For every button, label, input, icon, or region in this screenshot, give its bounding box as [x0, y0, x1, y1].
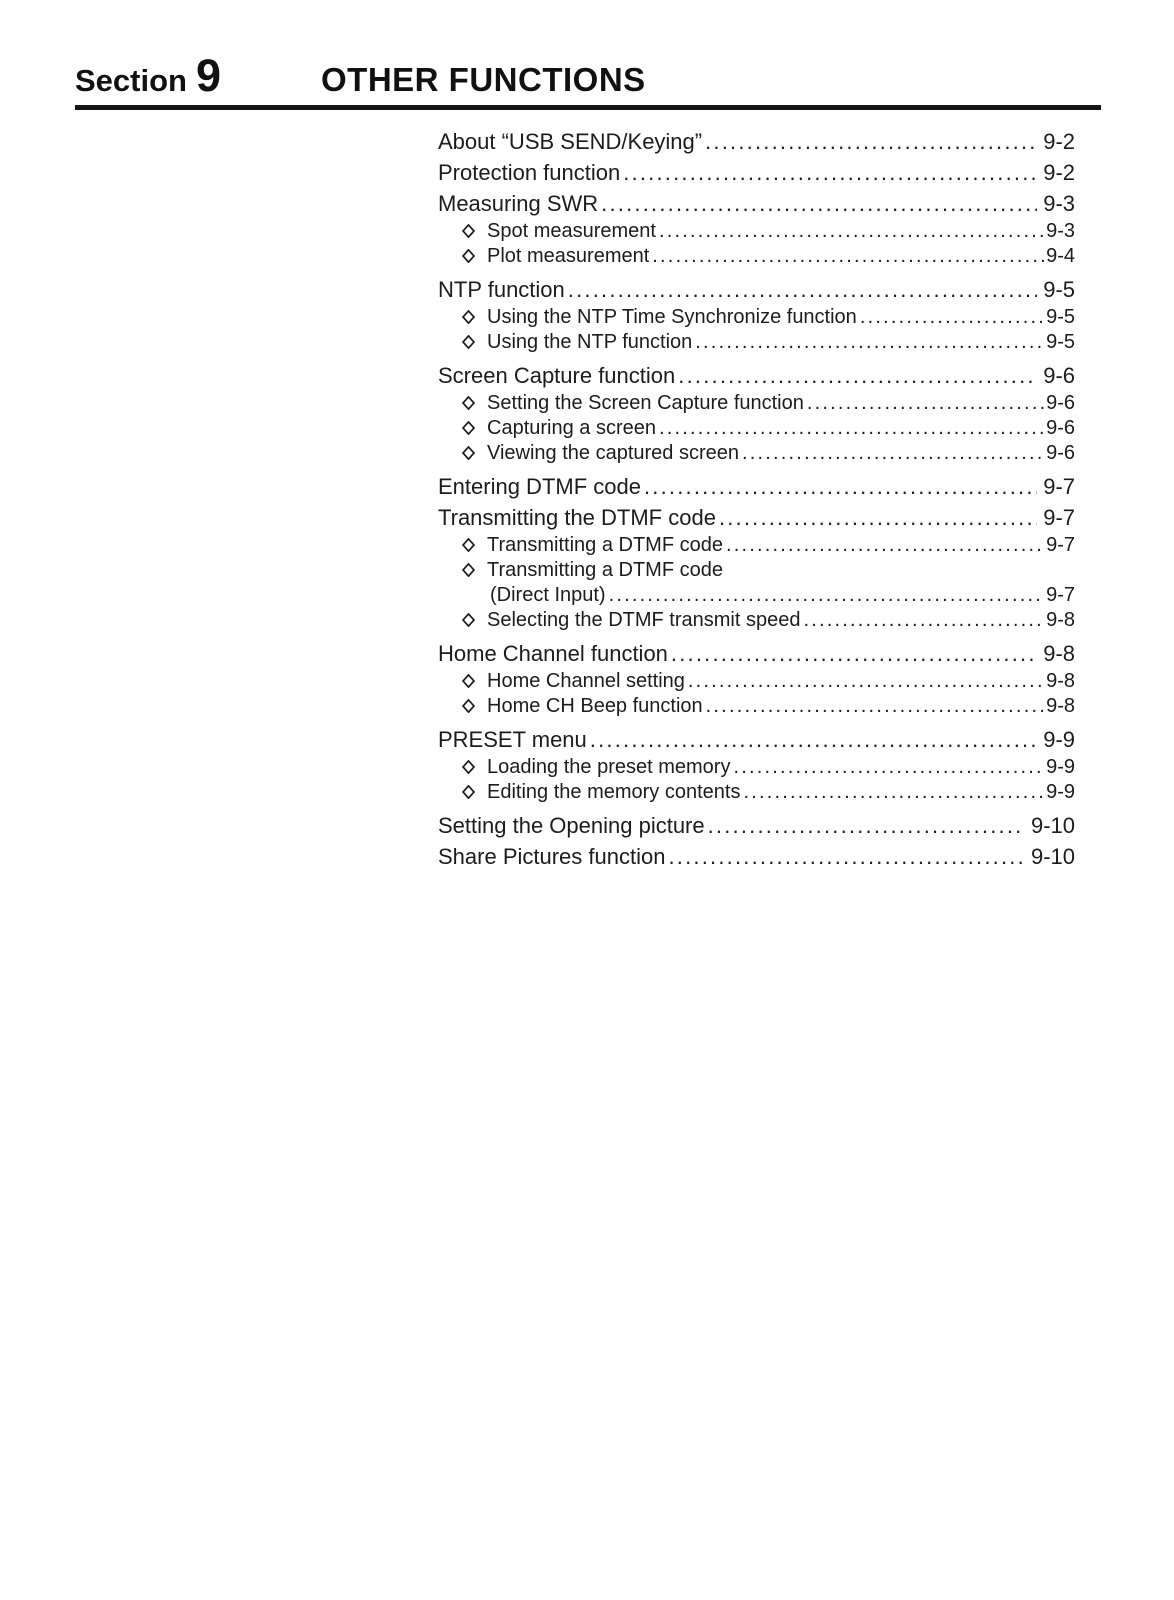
toc-entry[interactable] — [438, 502, 1075, 533]
toc-entry-page: 9-9 — [1046, 781, 1075, 803]
dot-leader — [705, 126, 1037, 157]
diamond-icon — [462, 670, 475, 695]
toc-entry-label: Transmitting a DTMF code — [487, 559, 723, 581]
toc-entry-label: Transmitting a DTMF code — [487, 534, 723, 556]
toc-entry-page: 9-10 — [1030, 844, 1075, 869]
diamond-icon — [462, 331, 475, 356]
toc-entry-label: (Direct Input) — [490, 584, 606, 606]
toc-entry-page: 9-6 — [1043, 363, 1075, 388]
toc-entry[interactable] — [438, 244, 1075, 269]
toc-entry-label: Capturing a screen — [487, 417, 656, 439]
dot-leader — [719, 502, 1037, 533]
toc-entry[interactable] — [438, 416, 1075, 441]
toc-entry-page: 9-5 — [1043, 277, 1075, 302]
toc-entry[interactable] — [438, 724, 1075, 755]
toc-entry[interactable] — [438, 841, 1075, 872]
toc-entry-page: 9-2 — [1043, 129, 1075, 154]
dot-leader — [708, 810, 1025, 841]
diamond-icon — [462, 559, 475, 584]
dot-leader — [590, 724, 1037, 755]
toc-entry-label: Using the NTP Time Synchronize function — [487, 306, 857, 328]
toc-entry-page: 9-6 — [1046, 417, 1075, 439]
toc-entry[interactable] — [438, 441, 1075, 466]
toc-entry-label: About “USB SEND/Keying” — [438, 129, 703, 154]
toc-entry-page: 9-9 — [1046, 756, 1075, 778]
toc-entry-label: Loading the preset memory — [487, 756, 731, 778]
toc-entry-page: 9-9 — [1043, 727, 1075, 752]
toc-entry-page: 9-7 — [1043, 474, 1075, 499]
toc-entry-page: 9-7 — [1046, 534, 1075, 556]
toc-entry-page: 9-7 — [1043, 505, 1075, 530]
dot-leader — [803, 608, 1044, 633]
diamond-icon — [462, 756, 475, 781]
toc-entry-label: NTP function — [438, 277, 565, 302]
toc-entry-page: 9-2 — [1043, 160, 1075, 185]
toc-entry-label: Protection function — [438, 160, 621, 185]
toc-entry-page: 9-7 — [1046, 584, 1075, 606]
dot-leader — [601, 188, 1037, 219]
toc-entry[interactable] — [438, 583, 1075, 608]
toc-entry[interactable] — [438, 810, 1075, 841]
toc-entry[interactable] — [438, 360, 1075, 391]
toc-entry-label: Share Pictures function — [438, 844, 666, 869]
toc-entry[interactable] — [438, 471, 1075, 502]
dot-leader — [671, 638, 1037, 669]
toc-entry-label: Viewing the captured screen — [487, 442, 740, 464]
toc-entry-page: 9-8 — [1046, 670, 1075, 692]
dot-leader — [568, 274, 1037, 305]
section-header — [75, 50, 1101, 102]
toc-entry[interactable] — [438, 305, 1075, 330]
toc-entry-page: 9-8 — [1046, 695, 1075, 717]
dot-leader — [742, 441, 1044, 466]
toc-entry-label: PRESET menu — [438, 727, 587, 752]
toc-entry-label: Setting the Screen Capture function — [487, 392, 804, 414]
toc-entry-label: Editing the memory contents — [487, 781, 741, 803]
diamond-icon — [462, 245, 475, 270]
toc-entry[interactable] — [438, 188, 1075, 219]
toc-entry[interactable] — [438, 694, 1075, 719]
toc-entry[interactable] — [438, 558, 1075, 583]
header-rule — [75, 105, 1101, 110]
toc-entry-page: 9-3 — [1046, 220, 1075, 242]
diamond-icon — [462, 220, 475, 245]
dot-leader — [652, 244, 1044, 269]
toc-entry-page: 9-5 — [1046, 331, 1075, 353]
dot-leader — [659, 416, 1044, 441]
diamond-icon — [462, 534, 475, 559]
toc-entry[interactable] — [438, 533, 1075, 558]
toc-entry[interactable] — [438, 274, 1075, 305]
toc-entry[interactable] — [438, 330, 1075, 355]
toc-entry[interactable] — [438, 638, 1075, 669]
toc-entry-label: Transmitting the DTMF code — [438, 505, 716, 530]
toc-entry-page: 9-8 — [1043, 641, 1075, 666]
dot-leader — [743, 780, 1044, 805]
diamond-icon — [462, 392, 475, 417]
toc-entry[interactable] — [438, 780, 1075, 805]
diamond-icon — [462, 442, 475, 467]
toc-entry-label: Spot measurement — [487, 220, 656, 242]
toc-entry-label: Home Channel setting — [487, 670, 685, 692]
toc-entry-label: Entering DTMF code — [438, 474, 641, 499]
toc-entry-label: Screen Capture function — [438, 363, 676, 388]
toc-entry[interactable] — [438, 391, 1075, 416]
dot-leader — [623, 157, 1037, 188]
dot-leader — [706, 694, 1044, 719]
dot-leader — [733, 755, 1044, 780]
toc-entry-page: 9-10 — [1030, 813, 1075, 838]
toc-entry-label: Using the NTP function — [487, 331, 693, 353]
dot-leader — [688, 669, 1044, 694]
toc-entry[interactable] — [438, 157, 1075, 188]
toc-entry[interactable] — [438, 126, 1075, 157]
toc-entry-label: Setting the Opening picture — [438, 813, 705, 838]
dot-leader — [860, 305, 1044, 330]
diamond-icon — [462, 417, 475, 442]
toc-entry[interactable] — [438, 755, 1075, 780]
dot-leader — [644, 471, 1037, 502]
toc-entry-label: Measuring SWR — [438, 191, 599, 216]
dot-leader — [609, 583, 1045, 608]
dot-leader — [726, 533, 1044, 558]
dot-leader — [678, 360, 1037, 391]
dot-leader — [807, 391, 1044, 416]
dot-leader — [659, 219, 1044, 244]
toc-entry[interactable] — [438, 669, 1075, 694]
toc-entry[interactable] — [438, 608, 1075, 633]
toc-entry-label: Selecting the DTMF transmit speed — [487, 609, 801, 631]
diamond-icon — [462, 781, 475, 806]
toc-entry-page: 9-3 — [1043, 191, 1075, 216]
diamond-icon — [462, 609, 475, 634]
dot-leader — [695, 330, 1044, 355]
toc-entry-page: 9-6 — [1046, 392, 1075, 414]
dot-leader — [668, 841, 1024, 872]
toc — [438, 126, 1075, 872]
page-title: OTHER FUNCTIONS — [321, 61, 646, 98]
toc-entry-page: 9-5 — [1046, 306, 1075, 328]
section-number: 9 — [195, 50, 221, 101]
toc-entry-label: Home Channel function — [438, 641, 668, 666]
toc-entry-label: Plot measurement — [487, 245, 650, 267]
toc-entry-page: 9-8 — [1046, 609, 1075, 631]
page-header — [75, 50, 1101, 110]
toc-entry-label: Home CH Beep function — [487, 695, 703, 717]
section-label: Section — [75, 63, 187, 98]
toc-entry-page: 9-4 — [1046, 245, 1075, 267]
toc-entry-page: 9-6 — [1046, 442, 1075, 464]
diamond-icon — [462, 306, 475, 331]
toc-entry[interactable] — [438, 219, 1075, 244]
diamond-icon — [462, 695, 475, 720]
